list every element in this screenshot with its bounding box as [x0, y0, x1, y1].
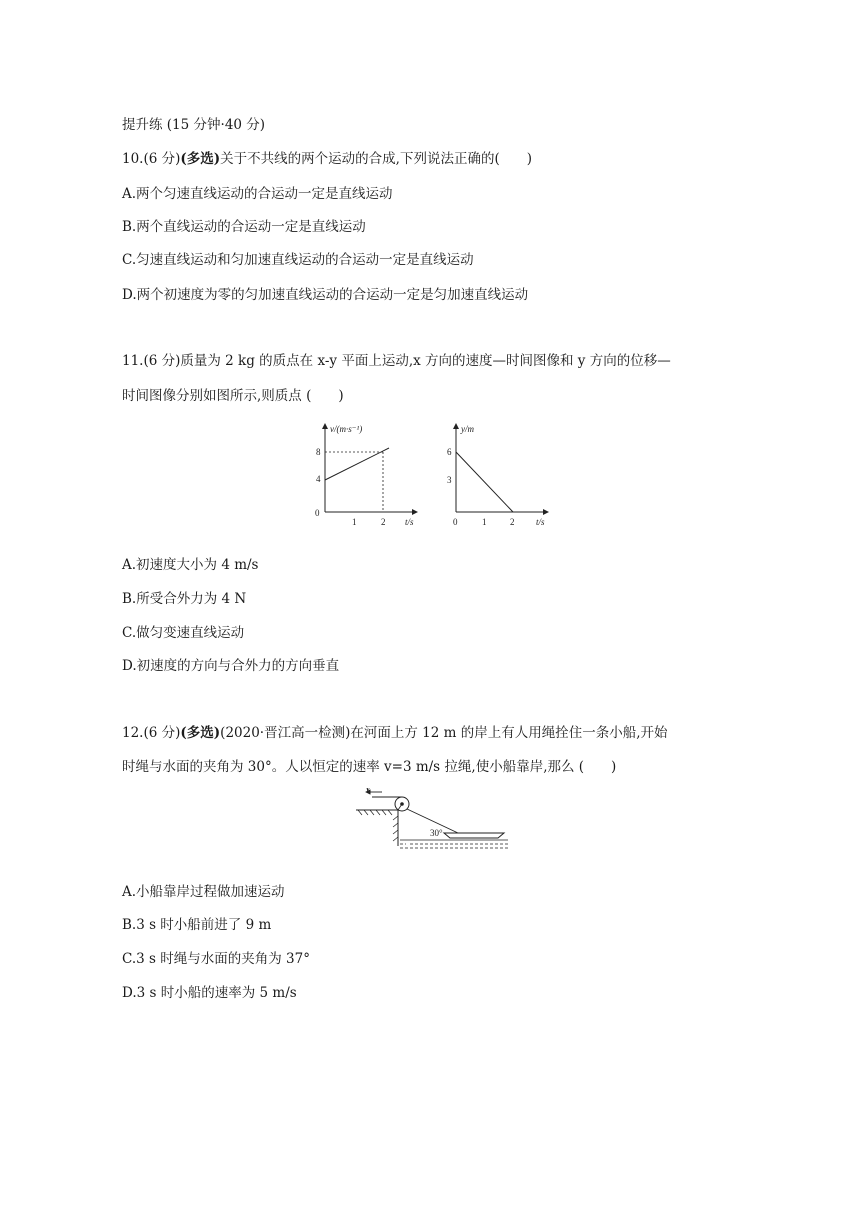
vt-ylabel: v/(m·s⁻¹) — [330, 424, 363, 434]
question-11-stem-line2: 时间图像分别如图所示,则质点 ( ) — [122, 388, 344, 404]
bank-top-hatch — [358, 810, 392, 815]
vt-xlabel: t/s — [405, 517, 414, 527]
yt-ylabel: y/m — [461, 424, 474, 434]
question-12-option-c: C.3 s 时绳与水面的夹角为 37° — [122, 951, 310, 967]
question-10-option-c: C.匀速直线运动和匀加速直线运动的合运动一定是直线运动 — [122, 252, 474, 268]
boat — [444, 833, 504, 838]
vt-x-tick-1: 1 — [352, 517, 357, 527]
question-11-option-d: D.初速度的方向与合外力的方向垂直 — [122, 658, 340, 674]
yt-xlabel: t/s — [536, 517, 545, 527]
question-10-tag: (多选) — [180, 151, 221, 167]
yt-y-tick-6: 6 — [447, 447, 452, 457]
question-12-option-b: B.3 s 时小船前进了 9 m — [122, 917, 272, 933]
question-12-number: 12.(6 分) — [122, 725, 181, 741]
question-12-text: (2020·晋江高一检测)在河面上方 12 m 的岸上有人用绳拴住一条小船,开始 — [220, 725, 668, 741]
vt-series-line — [325, 448, 389, 480]
yt-origin-tick: 0 — [453, 517, 458, 527]
question-11-option-a: A.初速度大小为 4 m/s — [122, 557, 259, 573]
question-10-option-d: D.两个初速度为零的匀加速直线运动的合运动一定是匀加速直线运动 — [122, 287, 529, 303]
vt-y-tick-8: 8 — [316, 447, 321, 457]
question-10-option-b: B.两个直线运动的合运动一定是直线运动 — [122, 219, 366, 235]
question-12-stem-line1 — [122, 721, 668, 741]
yt-x-tick-2: 2 — [510, 517, 515, 527]
bank-wall-hatch — [393, 816, 398, 841]
angle-label: 30° — [430, 828, 443, 838]
question-11-option-c: C.做匀变速直线运动 — [122, 625, 245, 641]
water-lines — [400, 840, 508, 848]
section-title: 提升练 (15 分钟·40 分) — [122, 117, 266, 133]
yt-x-tick-1: 1 — [482, 517, 487, 527]
question-11-option-b: B.所受合外力为 4 N — [122, 591, 247, 607]
vt-x-tick-2: 2 — [381, 517, 386, 527]
vt-graph — [305, 418, 425, 528]
question-12-tag: (多选) — [180, 725, 221, 741]
yt-y-tick-3: 3 — [447, 475, 452, 485]
question-10-number: 10.(6 分) — [122, 151, 181, 167]
vt-y-tick-4: 4 — [316, 474, 321, 484]
vt-origin-tick: 0 — [315, 508, 320, 518]
question-11-stem-line1: 11.(6 分)质量为 2 kg 的质点在 x-y 平面上运动,x 方向的速度—时间图像和 y 方向的位移— — [122, 353, 671, 369]
yt-graph — [440, 418, 560, 528]
question-10-stem — [122, 147, 532, 167]
yt-series-line — [456, 452, 513, 512]
question-12-stem-line2: 时绳与水面的夹角为 30°。人以恒定的速率 v=3 m/s 拉绳,使小船靠岸,那么 ( ) — [122, 759, 617, 775]
velocity-label: v — [366, 788, 370, 793]
boat-figure — [352, 788, 512, 858]
question-12-option-a: A.小船靠岸过程做加速运动 — [122, 884, 285, 900]
question-10-text: 关于不共线的两个运动的合成,下列说法正确的( ) — [220, 151, 532, 167]
question-10-option-a: A.两个匀速直线运动的合运动一定是直线运动 — [122, 186, 393, 202]
question-12-option-d: D.3 s 时小船的速率为 5 m/s — [122, 985, 297, 1001]
